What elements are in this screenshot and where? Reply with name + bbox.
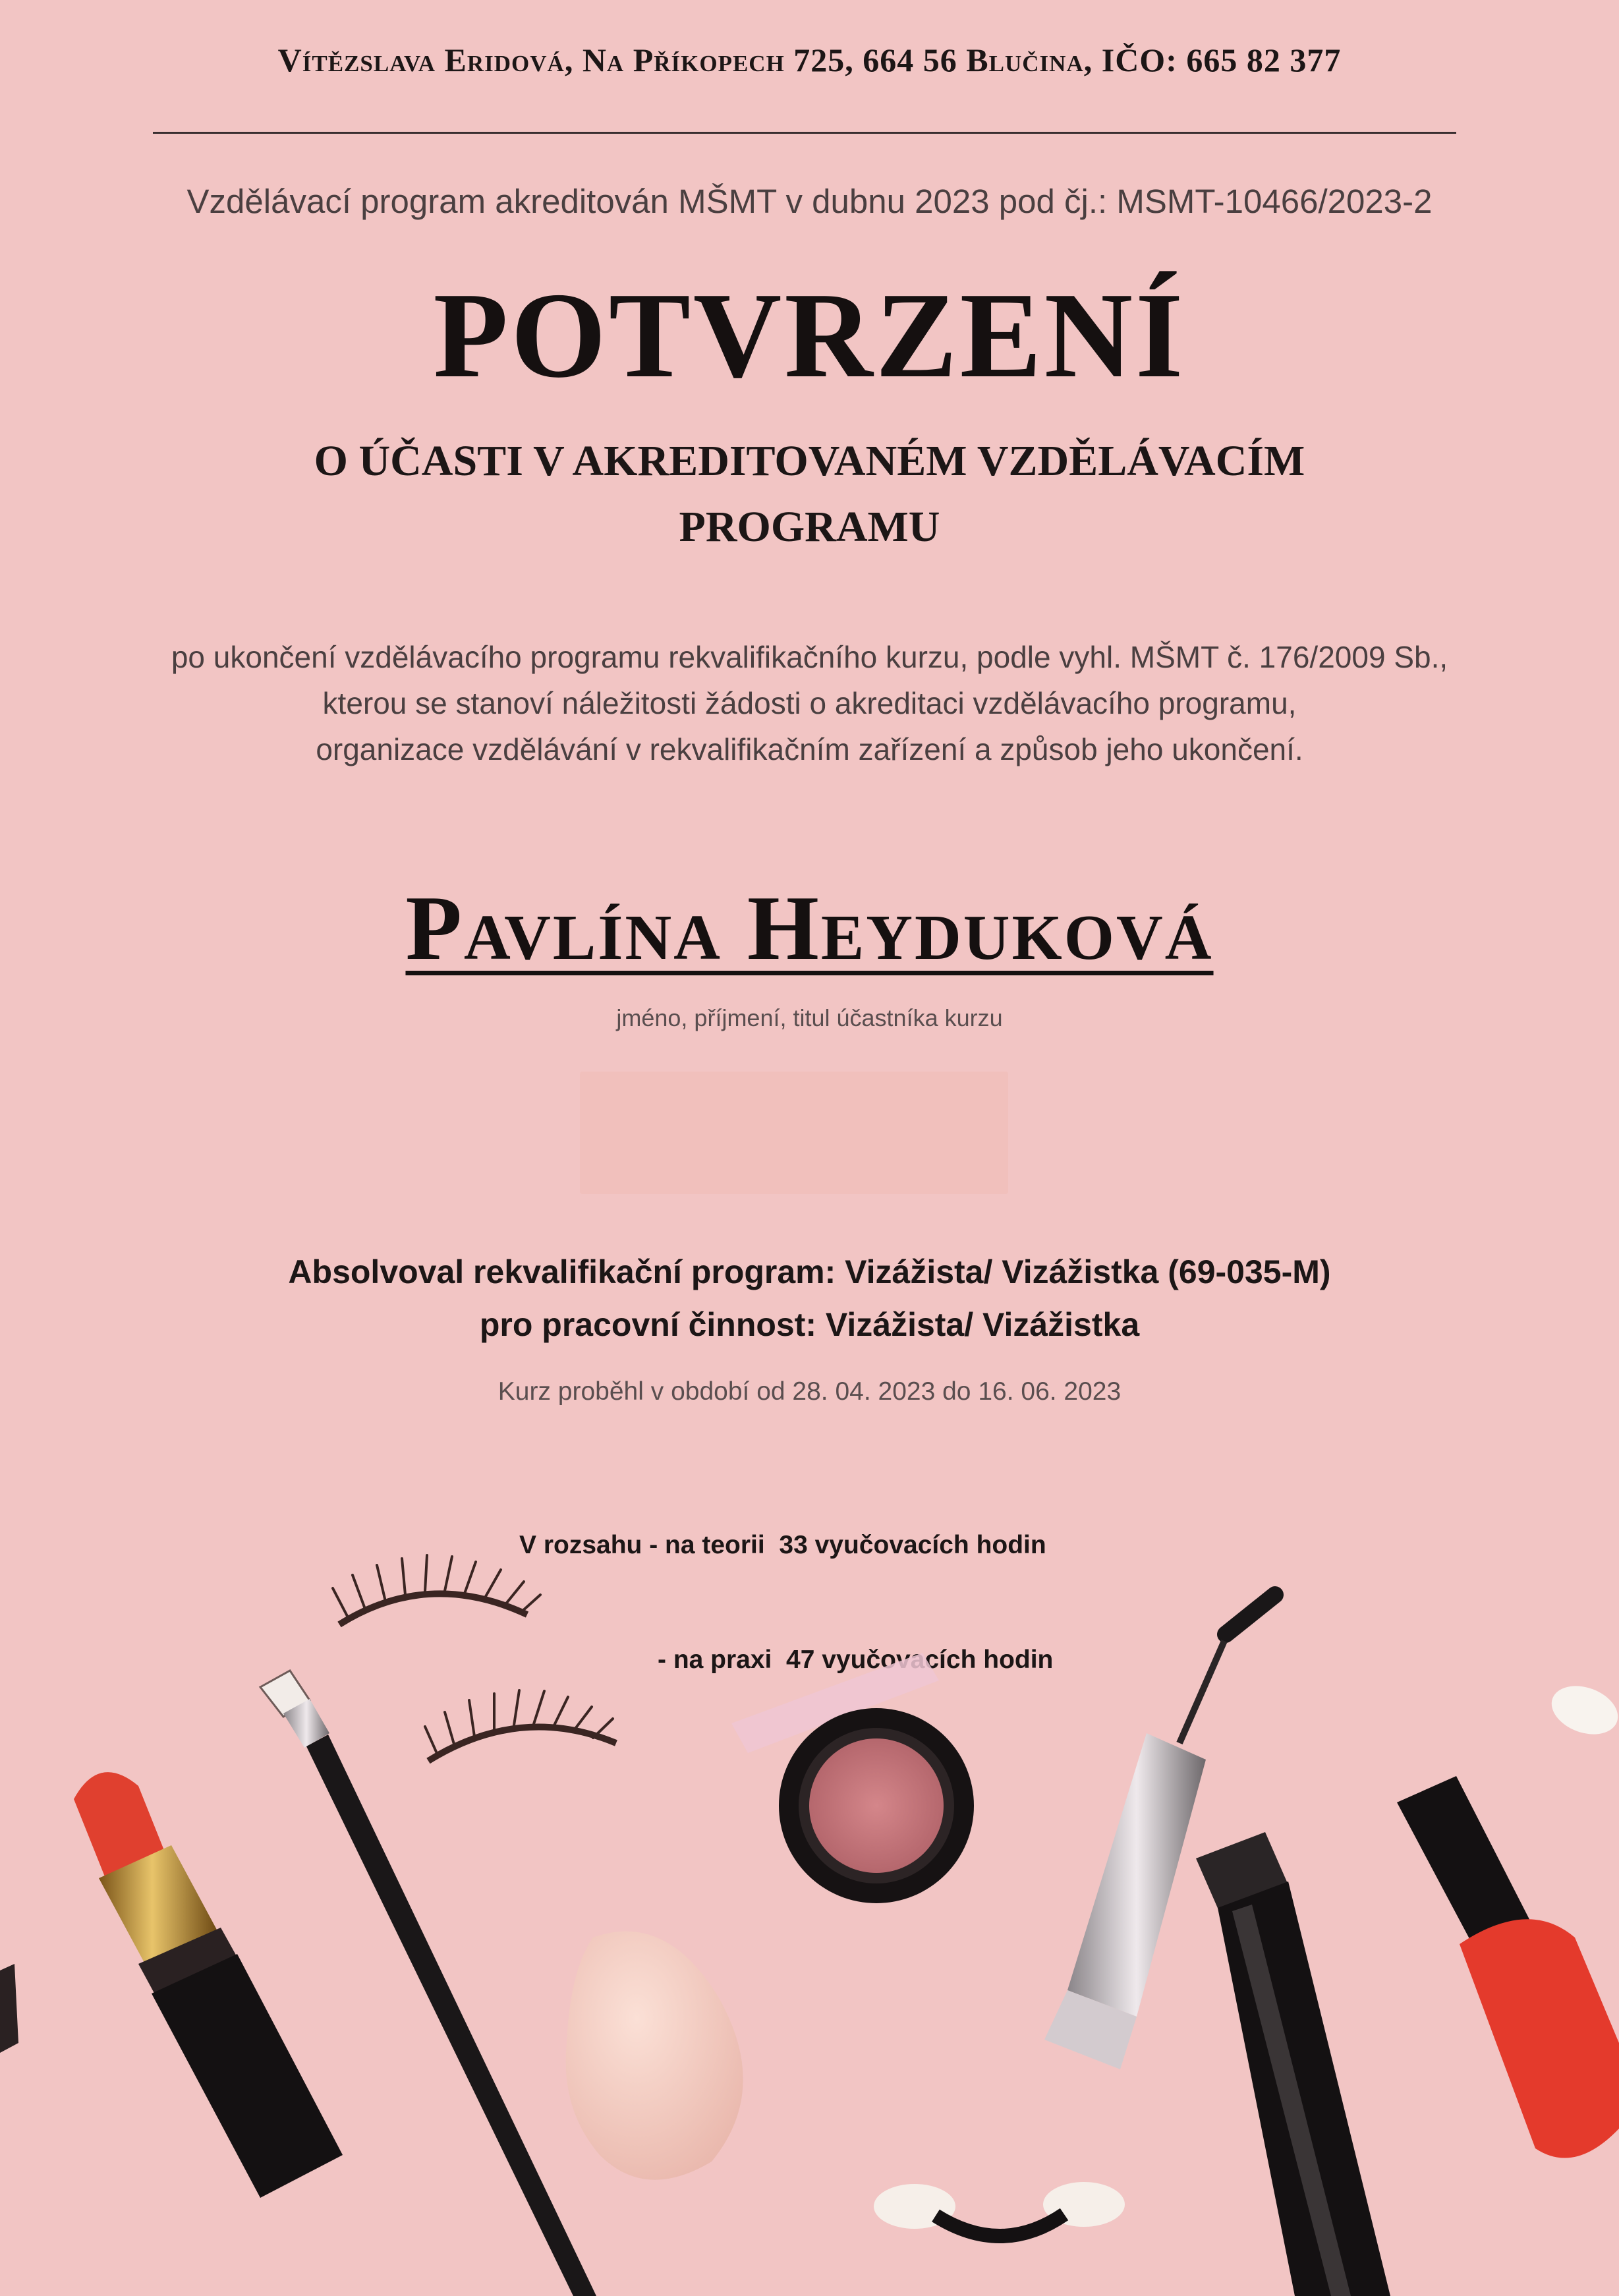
accreditation-note: Vzdělávací program akreditován MŠMT v dubnu 2023 pod čj.: MSMT-10466/2023-2 bbox=[186, 183, 1433, 220]
hours-theory: V rozsahu - na teorii 33 vyučovacích hodin bbox=[519, 1531, 1046, 1559]
program-line-1: Absolvoval rekvalifikační program: Vizážista/ Vizážistka (69-035-M) bbox=[288, 1253, 1331, 1290]
pill-icon bbox=[1545, 1677, 1619, 1742]
eyeshadow-icon bbox=[731, 1653, 974, 1903]
subtitle-line-2: PROGRAMU bbox=[679, 503, 940, 551]
program-info bbox=[0, 1246, 1619, 1351]
sponge-icon bbox=[566, 1932, 743, 2180]
lipstick-icon bbox=[74, 1772, 343, 2198]
partial-cosmetic-icon bbox=[0, 1964, 18, 2053]
mascara-tube-icon bbox=[1196, 1832, 1390, 2296]
header-divider bbox=[153, 132, 1456, 134]
brush-icon bbox=[260, 1671, 596, 2296]
intro-line-1: po ukončení vzdělávacího programu rekvalifikačního kurzu, podle vyhl. MŠMT č. 176/2009 Sb., bbox=[171, 640, 1448, 674]
redacted-area bbox=[580, 1072, 1008, 1194]
program-line-2: pro pracovní činnost: Vizážista/ Vizážistka bbox=[479, 1306, 1140, 1343]
document-title: POTVRZENÍ bbox=[433, 268, 1186, 403]
intro-line-3: organizace vzdělávání v rekvalifikačním zařízení a způsob jeho ukončení. bbox=[316, 732, 1303, 766]
subtitle-line-1: O ÚČASTI V AKREDITOVANÉM VZDĚLÁVACÍM bbox=[314, 437, 1305, 485]
eyelashes-icon bbox=[425, 1690, 616, 1761]
issuer-line: Vítězslava Eridová, Na Příkopech 725, 664 56 Blučina, IČO: 665 82 377 bbox=[277, 42, 1342, 78]
participant-caption: jméno, příjmení, titul účastníka kurzu bbox=[616, 1004, 1003, 1031]
course-period: Kurz proběhl v období od 28. 04. 2023 do 16. 06. 2023 bbox=[497, 1377, 1122, 1406]
eyelashes-icon bbox=[333, 1555, 540, 1624]
intro-paragraph bbox=[0, 634, 1619, 772]
cosmetics-illustration bbox=[0, 1542, 1619, 2296]
applicator-icon bbox=[874, 2182, 1125, 2236]
hours-practice: - na praxi 47 vyučovacích hodin bbox=[658, 1646, 1054, 1674]
nail-polish-icon bbox=[1397, 1776, 1619, 2158]
intro-line-2: kterou se stanoví náležitosti žádosti o akreditaci vzdělávacího programu, bbox=[322, 686, 1297, 720]
document-subtitle bbox=[0, 428, 1619, 560]
participant-name: Pavlína Heyduková bbox=[405, 877, 1214, 979]
